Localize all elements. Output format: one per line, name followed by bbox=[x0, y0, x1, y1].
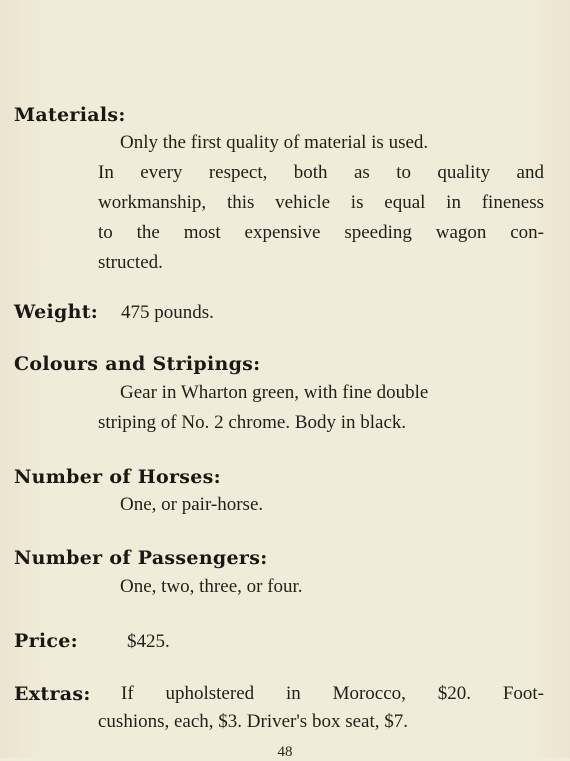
page-number: 48 bbox=[277, 744, 293, 760]
extras-heading: Extras: bbox=[14, 683, 91, 705]
materials-line-1: Only the first quality of material is used. bbox=[120, 132, 429, 153]
show-through-texture bbox=[350, 0, 550, 140]
price-heading: Price: bbox=[14, 630, 78, 652]
extras-line-2: cushions, each, $3. Driver's box seat, $7. bbox=[98, 711, 408, 732]
materials-line-3: workmanship, this vehicle is equal in fineness bbox=[98, 192, 544, 213]
colours-line-2: striping of No. 2 chrome. Body in black. bbox=[98, 412, 407, 433]
materials-heading: Materials: bbox=[14, 104, 126, 126]
weight-value: 475 pounds. bbox=[121, 302, 214, 323]
materials-line-4: to the most expensive speeding wagon con- bbox=[98, 222, 544, 243]
price-value: $425. bbox=[127, 631, 170, 652]
horses-heading: Number of Horses: bbox=[14, 466, 221, 488]
colours-line-1: Gear in Wharton green, with fine double bbox=[120, 382, 429, 403]
passengers-value: One, two, three, or four. bbox=[120, 576, 303, 597]
passengers-heading: Number of Passengers: bbox=[14, 547, 268, 569]
materials-line-2: In every respect, both as to quality and bbox=[98, 162, 544, 183]
colours-heading: Colours and Stripings: bbox=[14, 353, 261, 375]
horses-value: One, or pair-horse. bbox=[120, 494, 264, 515]
extras-line-1: If upholstered in Morocco, $20. Foot- bbox=[121, 683, 544, 704]
materials-line-5: structed. bbox=[98, 252, 163, 273]
weight-heading: Weight: bbox=[14, 301, 99, 323]
